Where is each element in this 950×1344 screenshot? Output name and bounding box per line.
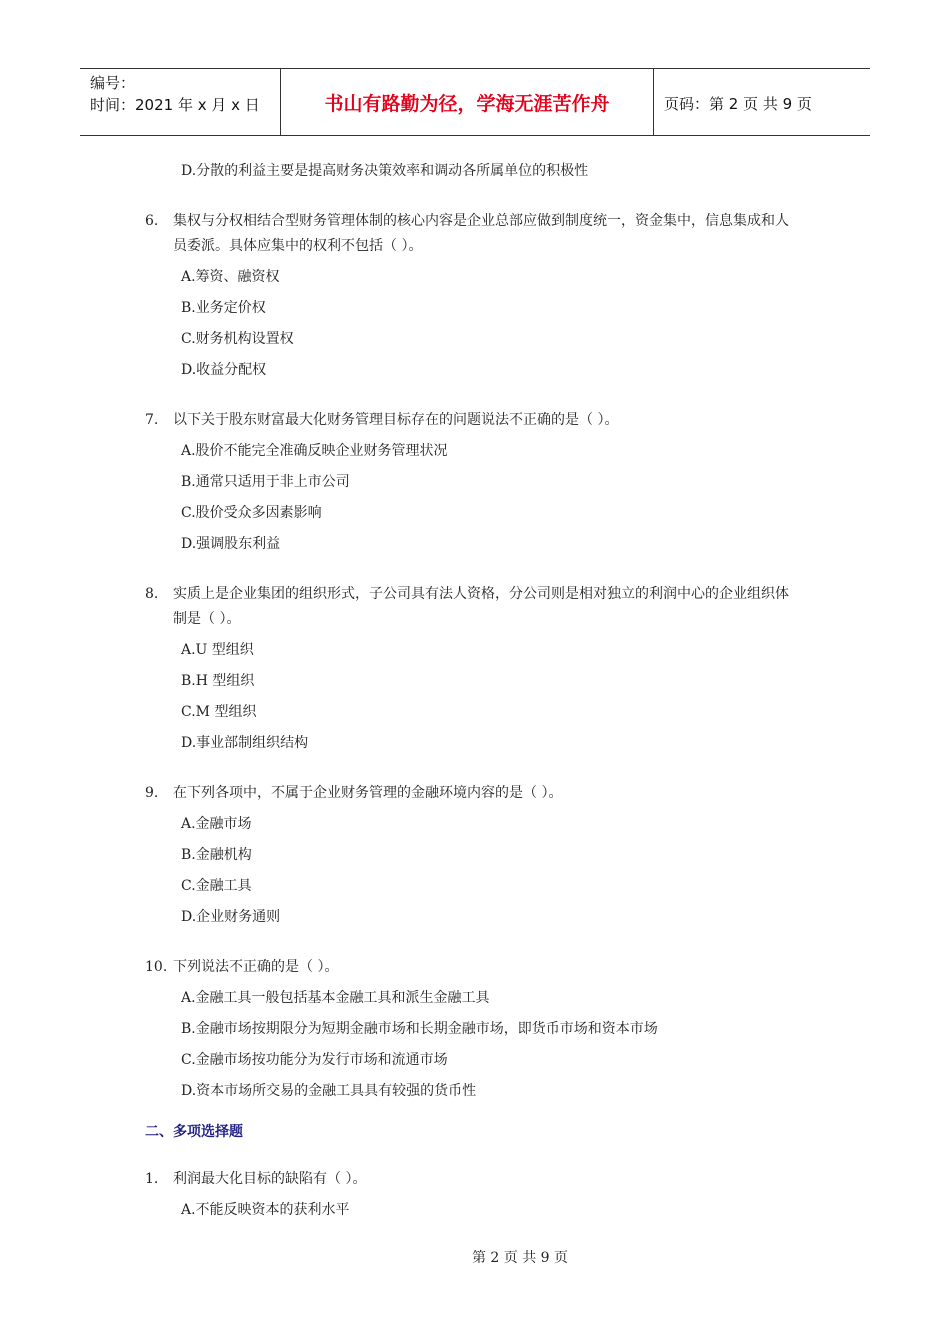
option: B.业务定价权 xyxy=(181,300,266,316)
option: D.企业财务通则 xyxy=(181,909,281,925)
question-number: 9. xyxy=(145,785,159,801)
continued-option: D.分散的利益主要是提高财务决策效率和调动各所属单位的积极性 xyxy=(181,163,589,179)
option: C.股价受众多因素影响 xyxy=(181,505,322,521)
option: D.强调股东利益 xyxy=(181,536,281,552)
question-number: 8. xyxy=(145,586,159,602)
header-page-cell xyxy=(654,69,870,135)
document-header xyxy=(80,68,870,136)
option: B.金融机构 xyxy=(181,847,252,863)
question-number: 7. xyxy=(145,412,159,428)
question-stem: 在下列各项中，不属于企业财务管理的金融环境内容的是（ ）。 xyxy=(173,785,563,801)
question-stem: 实质上是企业集团的组织形式，子公司具有法人资格，分公司则是相对独立的利润中心的企业组织体 xyxy=(173,586,789,602)
option: D.资本市场所交易的金融工具具有较强的货币性 xyxy=(181,1083,477,1099)
page-footer: 第 2 页 共 9 页 xyxy=(471,1250,569,1266)
question-stem: 下列说法不正确的是（ ）。 xyxy=(173,959,339,975)
question-stem-continued: 制是（ ）。 xyxy=(173,611,241,627)
option: C.M 型组织 xyxy=(181,704,257,720)
question-number: 1. xyxy=(145,1171,159,1187)
question-stem: 集权与分权相结合型财务管理体制的核心内容是企业总部应做到制度统一，资金集中，信息集成和人 xyxy=(173,213,789,229)
option: A.金融工具一般包括基本金融工具和派生金融工具 xyxy=(181,990,490,1006)
question-stem: 以下关于股东财富最大化财务管理目标存在的问题说法不正确的是（ ）。 xyxy=(173,412,619,428)
option: C.财务机构设置权 xyxy=(181,331,294,347)
question-stem: 利润最大化目标的缺陷有（ ）。 xyxy=(173,1171,367,1187)
option: A.金融市场 xyxy=(181,816,252,832)
option: D.收益分配权 xyxy=(181,362,267,378)
time-label: 时间：2021 年 x 月 x 日 xyxy=(90,96,260,114)
page-info: 页码：第 2 页 共 9 页 xyxy=(664,95,812,113)
question-number: 10. xyxy=(145,959,168,975)
header-motto-cell xyxy=(281,69,654,135)
option: A.股价不能完全准确反映企业财务管理状况 xyxy=(181,443,448,459)
option: A.筹资、融资权 xyxy=(181,269,280,285)
question-number: 6. xyxy=(145,213,159,229)
option: C.金融市场按功能分为发行市场和流通市场 xyxy=(181,1052,448,1068)
option: C.金融工具 xyxy=(181,878,252,894)
section-title: 二、多项选择题 xyxy=(145,1124,243,1140)
header-meta-cell xyxy=(80,69,281,135)
option: B.H 型组织 xyxy=(181,673,255,689)
option: A.不能反映资本的获利水平 xyxy=(181,1202,350,1218)
option: A.U 型组织 xyxy=(181,642,254,658)
option: B.金融市场按期限分为短期金融市场和长期金融市场，即货币市场和资本市场 xyxy=(181,1021,658,1037)
number-label: 编号： xyxy=(90,74,136,92)
motto: 书山有路勤为径，学海无涯苦作舟 xyxy=(324,93,610,115)
option: D.事业部制组织结构 xyxy=(181,735,309,751)
question-stem-continued: 员委派。具体应集中的权利不包括（ ）。 xyxy=(173,238,423,254)
option: B.通常只适用于非上市公司 xyxy=(181,474,350,490)
